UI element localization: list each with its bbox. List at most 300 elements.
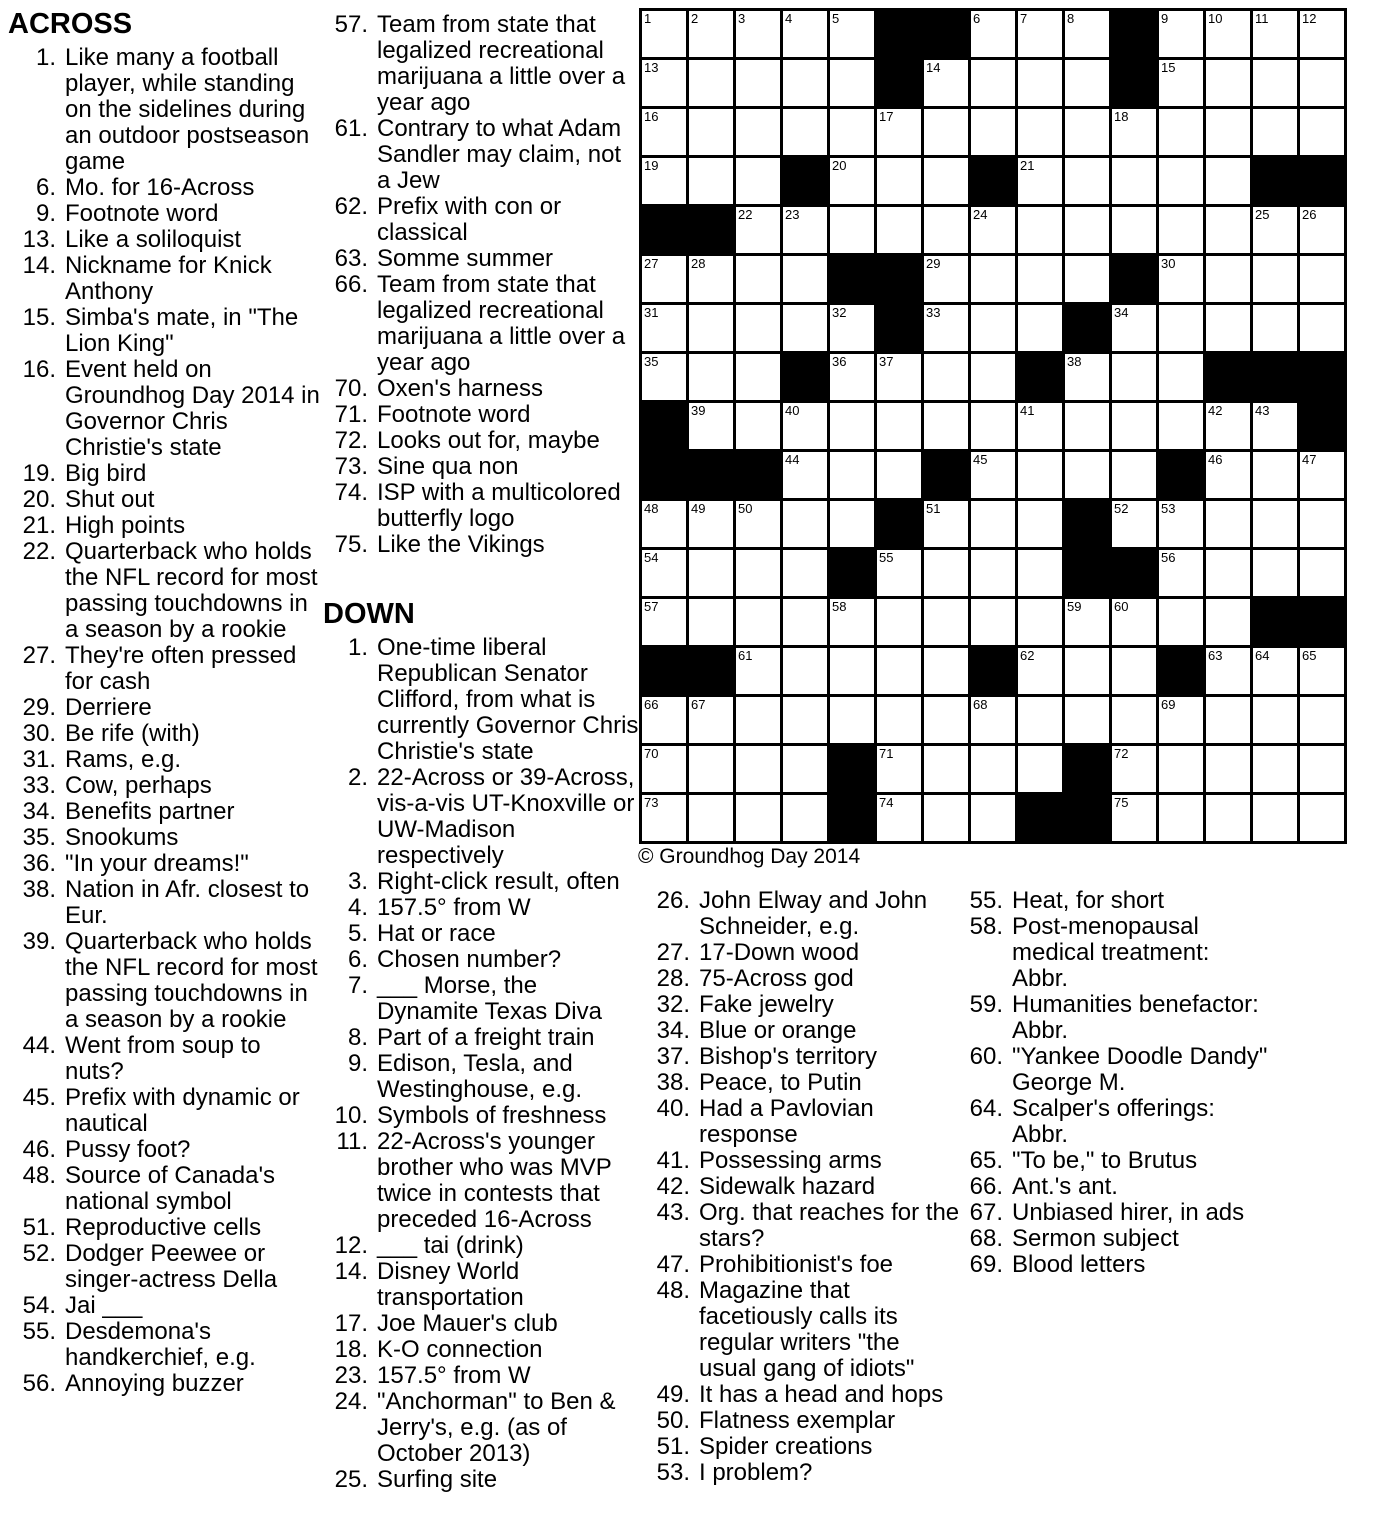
grid-cell[interactable] [1300, 60, 1344, 106]
grid-cell[interactable] [877, 403, 921, 449]
grid-cell[interactable] [642, 599, 686, 645]
grid-cell[interactable] [830, 697, 874, 743]
grid-cell[interactable] [1300, 109, 1344, 155]
grid-cell[interactable] [830, 11, 874, 57]
grid-cell[interactable] [1112, 697, 1156, 743]
grid-cell[interactable] [689, 256, 733, 302]
grid-cell[interactable] [783, 697, 827, 743]
grid-cell[interactable] [689, 501, 733, 547]
grid-cell[interactable] [1206, 452, 1250, 498]
grid-cell[interactable] [830, 452, 874, 498]
grid-cell[interactable] [1253, 207, 1297, 253]
grid-black-cell [783, 158, 827, 204]
grid-cell[interactable] [971, 60, 1015, 106]
grid-cell[interactable] [924, 256, 968, 302]
clue-number: 40. [656, 1095, 690, 1122]
grid-cell[interactable] [1159, 11, 1203, 57]
grid-cell[interactable] [877, 109, 921, 155]
clue-number: 64. [969, 1095, 1003, 1122]
grid-cell[interactable] [1159, 746, 1203, 792]
grid-cell[interactable] [689, 697, 733, 743]
grid-cell[interactable] [1112, 452, 1156, 498]
grid-cell[interactable] [1065, 599, 1109, 645]
grid-cell[interactable] [971, 403, 1015, 449]
grid-black-cell [877, 501, 921, 547]
grid-cell[interactable] [877, 452, 921, 498]
grid-black-cell [1159, 452, 1203, 498]
grid-cell[interactable] [783, 452, 827, 498]
grid-cell[interactable] [924, 501, 968, 547]
grid-cell[interactable] [689, 11, 733, 57]
cell-number: 66 [644, 697, 659, 712]
clue-number: 43. [656, 1199, 690, 1226]
grid-cell[interactable] [1159, 354, 1203, 400]
cell-number: 20 [832, 158, 847, 173]
grid-cell[interactable] [1159, 403, 1203, 449]
grid-cell[interactable] [877, 354, 921, 400]
grid-cell[interactable] [736, 403, 780, 449]
grid-cell[interactable] [1253, 256, 1297, 302]
cell-number: 3 [738, 11, 746, 26]
grid-cell[interactable] [1159, 109, 1203, 155]
clue-text: Ant.'s ant. [1012, 1173, 1118, 1200]
grid-cell[interactable] [1206, 207, 1250, 253]
clue-item [323, 12, 641, 116]
clue-text: Surfing site [377, 1466, 498, 1493]
grid-cell[interactable] [971, 795, 1015, 841]
grid-cell[interactable] [1253, 403, 1297, 449]
grid-cell[interactable] [736, 109, 780, 155]
grid-cell[interactable] [736, 354, 780, 400]
clue-item [958, 1252, 1268, 1278]
clue-number: 17. [334, 1310, 368, 1337]
grid-cell[interactable] [1065, 60, 1109, 106]
grid-cell[interactable] [924, 207, 968, 253]
cell-number: 18 [1114, 109, 1129, 124]
clue-number: 41. [656, 1147, 690, 1174]
clue-item [648, 1460, 960, 1486]
grid-cell[interactable] [642, 550, 686, 596]
grid-cell[interactable] [971, 354, 1015, 400]
grid-black-cell [1253, 354, 1297, 400]
grid-cell[interactable] [1065, 403, 1109, 449]
cell-number: 30 [1161, 256, 1176, 271]
clue-text: ___ Morse, the Dynamite Texas Diva [377, 972, 602, 1025]
grid-cell[interactable] [1112, 354, 1156, 400]
grid-cell[interactable] [1253, 648, 1297, 694]
grid-cell[interactable] [1206, 648, 1250, 694]
clue-text: Sidewalk hazard [699, 1173, 876, 1200]
grid-cell[interactable] [1206, 305, 1250, 351]
grid-cell[interactable] [642, 697, 686, 743]
cell-number: 8 [1067, 11, 1075, 26]
clue-item [323, 1103, 641, 1129]
grid-cell[interactable] [1253, 305, 1297, 351]
grid-cell[interactable] [736, 11, 780, 57]
grid-cell[interactable] [1300, 11, 1344, 57]
clue-text: 157.5° from W [377, 1362, 531, 1389]
clue-item [8, 1371, 320, 1397]
grid-cell[interactable] [783, 501, 827, 547]
grid-cell[interactable] [830, 354, 874, 400]
clue-text: Simba's mate, in "The Lion King" [65, 304, 299, 357]
grid-black-cell [642, 452, 686, 498]
grid-cell[interactable] [642, 11, 686, 57]
grid-cell[interactable] [830, 207, 874, 253]
grid-cell[interactable] [877, 648, 921, 694]
grid-cell[interactable] [1112, 207, 1156, 253]
cell-number: 7 [1020, 11, 1028, 26]
grid-cell[interactable] [1300, 305, 1344, 351]
clue-number: 22. [22, 538, 56, 565]
cell-number: 43 [1255, 403, 1270, 418]
grid-cell[interactable] [1159, 158, 1203, 204]
clue-column-down-1 [648, 888, 960, 1486]
grid-cell[interactable] [1300, 207, 1344, 253]
grid-cell[interactable] [830, 599, 874, 645]
cell-number: 14 [926, 60, 941, 75]
cell-number: 6 [973, 11, 981, 26]
grid-cell[interactable] [971, 697, 1015, 743]
grid-cell[interactable] [877, 158, 921, 204]
grid-cell[interactable] [642, 795, 686, 841]
grid-cell[interactable] [1253, 60, 1297, 106]
grid-cell[interactable] [924, 746, 968, 792]
grid-cell[interactable] [1018, 109, 1062, 155]
clue-item [958, 992, 1268, 1044]
grid-cell[interactable] [971, 501, 1015, 547]
grid-cell[interactable] [1065, 207, 1109, 253]
clue-text: Reproductive cells [65, 1214, 262, 1241]
clue-number: 37. [656, 1043, 690, 1070]
grid-black-cell [642, 648, 686, 694]
clue-text: Fake jewelry [699, 991, 834, 1018]
grid-cell[interactable] [1018, 207, 1062, 253]
clue-number: 27. [656, 939, 690, 966]
grid-cell[interactable] [1018, 305, 1062, 351]
grid-cell[interactable] [1159, 501, 1203, 547]
grid-cell[interactable] [642, 109, 686, 155]
grid-cell[interactable] [1159, 697, 1203, 743]
cell-number: 37 [879, 354, 894, 369]
clue-item [958, 1044, 1268, 1096]
grid-cell[interactable] [830, 648, 874, 694]
grid-cell[interactable] [924, 158, 968, 204]
grid-cell[interactable] [1018, 746, 1062, 792]
clue-number: 62. [334, 193, 368, 220]
grid-cell[interactable] [736, 697, 780, 743]
grid-cell[interactable] [783, 109, 827, 155]
grid-cell[interactable] [1206, 599, 1250, 645]
grid-cell[interactable] [971, 550, 1015, 596]
clue-number: 50. [656, 1407, 690, 1434]
grid-cell[interactable] [1065, 109, 1109, 155]
grid-cell[interactable] [642, 60, 686, 106]
grid-cell[interactable] [1159, 305, 1203, 351]
grid-cell[interactable] [1300, 550, 1344, 596]
grid-cell[interactable] [1253, 746, 1297, 792]
clue-item [648, 1148, 960, 1174]
grid-cell[interactable] [924, 599, 968, 645]
grid-cell[interactable] [1018, 158, 1062, 204]
grid-cell[interactable] [1159, 550, 1203, 596]
grid-cell[interactable] [1300, 452, 1344, 498]
grid-cell[interactable] [1206, 795, 1250, 841]
grid-cell[interactable] [1065, 256, 1109, 302]
grid-cell[interactable] [1206, 11, 1250, 57]
grid-cell[interactable] [877, 697, 921, 743]
grid-cell[interactable] [971, 256, 1015, 302]
grid-cell[interactable] [736, 550, 780, 596]
grid-cell[interactable] [783, 403, 827, 449]
grid-cell[interactable] [1206, 550, 1250, 596]
cell-number: 15 [1161, 60, 1176, 75]
grid-cell[interactable] [1112, 648, 1156, 694]
grid-cell[interactable] [1065, 648, 1109, 694]
grid-cell[interactable] [1018, 648, 1062, 694]
grid-cell[interactable] [642, 158, 686, 204]
clue-number: 18. [334, 1336, 368, 1363]
grid-cell[interactable] [1112, 746, 1156, 792]
grid-cell[interactable] [642, 746, 686, 792]
grid-cell[interactable] [642, 354, 686, 400]
grid-cell[interactable] [830, 403, 874, 449]
grid-cell[interactable] [1112, 403, 1156, 449]
grid-black-cell [830, 256, 874, 302]
grid-cell[interactable] [783, 795, 827, 841]
clue-text: Somme summer [377, 245, 554, 272]
grid-black-cell [689, 648, 733, 694]
grid-cell[interactable] [736, 158, 780, 204]
grid-cell[interactable] [1206, 158, 1250, 204]
grid-cell[interactable] [689, 354, 733, 400]
grid-cell[interactable] [971, 305, 1015, 351]
grid-cell[interactable] [689, 158, 733, 204]
grid-cell[interactable] [1018, 60, 1062, 106]
grid-cell[interactable] [1206, 746, 1250, 792]
grid-cell[interactable] [1018, 256, 1062, 302]
grid-cell[interactable] [736, 501, 780, 547]
grid-cell[interactable] [1300, 697, 1344, 743]
grid-cell[interactable] [1018, 403, 1062, 449]
grid-cell[interactable] [924, 697, 968, 743]
clue-number: 7. [347, 972, 368, 999]
cell-number: 72 [1114, 746, 1129, 761]
clue-item [648, 1434, 960, 1460]
grid-cell[interactable] [736, 599, 780, 645]
grid-cell[interactable] [1065, 697, 1109, 743]
section-header: DOWN [323, 598, 415, 630]
grid-cell[interactable] [830, 501, 874, 547]
cell-number: 9 [1161, 11, 1169, 26]
grid-cell[interactable] [877, 599, 921, 645]
grid-cell[interactable] [783, 305, 827, 351]
grid-cell[interactable] [736, 207, 780, 253]
clue-text: Sermon subject [1012, 1225, 1179, 1252]
grid-cell[interactable] [971, 207, 1015, 253]
grid-cell[interactable] [642, 256, 686, 302]
grid-cell[interactable] [924, 354, 968, 400]
clue-number: 70. [334, 375, 368, 402]
grid-cell[interactable] [877, 746, 921, 792]
grid-cell[interactable] [1300, 746, 1344, 792]
grid-cell[interactable] [642, 501, 686, 547]
grid-cell[interactable] [1018, 697, 1062, 743]
grid-cell[interactable] [1112, 795, 1156, 841]
grid-cell[interactable] [689, 795, 733, 841]
clue-number: 13. [22, 226, 56, 253]
grid-cell[interactable] [1300, 256, 1344, 302]
grid-cell[interactable] [1018, 11, 1062, 57]
grid-cell[interactable] [736, 256, 780, 302]
clue-number: 34. [22, 798, 56, 825]
grid-cell[interactable] [1206, 109, 1250, 155]
grid-cell[interactable] [1112, 158, 1156, 204]
cell-number: 35 [644, 354, 659, 369]
grid-cell[interactable] [1065, 11, 1109, 57]
grid-cell[interactable] [1253, 697, 1297, 743]
clue-text: Org. that reaches for the stars? [699, 1199, 960, 1252]
grid-cell[interactable] [1206, 256, 1250, 302]
grid-cell[interactable] [971, 452, 1015, 498]
clue-item [648, 1070, 960, 1096]
clue-text: Annoying buzzer [65, 1370, 244, 1397]
grid-cell[interactable] [736, 60, 780, 106]
grid-cell[interactable] [877, 795, 921, 841]
clue-text: 17-Down wood [699, 939, 860, 966]
clue-text: Quarterback who holds the NFL record for most passing touchdowns in a season by a rookie [65, 928, 318, 1033]
grid-cell[interactable] [877, 207, 921, 253]
clue-number: 35. [22, 824, 56, 851]
clue-item [8, 799, 320, 825]
grid-cell[interactable] [1159, 207, 1203, 253]
grid-cell[interactable] [1206, 403, 1250, 449]
grid-cell[interactable] [689, 403, 733, 449]
grid-cell[interactable] [830, 158, 874, 204]
clue-item [648, 1174, 960, 1200]
clue-item [323, 1337, 641, 1363]
grid-cell[interactable] [971, 11, 1015, 57]
cell-number: 1 [644, 11, 652, 26]
grid-cell[interactable] [1159, 599, 1203, 645]
grid-cell[interactable] [924, 60, 968, 106]
grid-cell[interactable] [971, 746, 1015, 792]
grid-cell[interactable] [1112, 109, 1156, 155]
grid-cell[interactable] [736, 648, 780, 694]
grid-cell[interactable] [1018, 452, 1062, 498]
grid-cell[interactable] [689, 109, 733, 155]
clue-item [8, 1293, 320, 1319]
grid-cell[interactable] [689, 60, 733, 106]
grid-cell[interactable] [971, 109, 1015, 155]
grid-cell[interactable] [924, 109, 968, 155]
grid-cell[interactable] [830, 305, 874, 351]
grid-cell[interactable] [783, 60, 827, 106]
grid-cell[interactable] [1159, 795, 1203, 841]
grid-cell[interactable] [1018, 550, 1062, 596]
grid-cell[interactable] [1206, 60, 1250, 106]
grid-cell[interactable] [1206, 501, 1250, 547]
grid-cell[interactable] [971, 599, 1015, 645]
clue-text: Looks out for, maybe [377, 427, 600, 454]
clue-number: 8. [347, 1024, 368, 1051]
grid-cell[interactable] [1065, 158, 1109, 204]
copyright: © Groundhog Day 2014 [638, 845, 861, 868]
grid-cell[interactable] [783, 550, 827, 596]
grid-cell[interactable] [1300, 795, 1344, 841]
grid-cell[interactable] [689, 599, 733, 645]
grid-cell[interactable] [1065, 452, 1109, 498]
grid-cell[interactable] [1253, 795, 1297, 841]
clue-item [8, 1319, 320, 1371]
cell-number: 62 [1020, 648, 1035, 663]
grid-cell[interactable] [1253, 452, 1297, 498]
grid-cell[interactable] [1300, 501, 1344, 547]
grid-cell[interactable] [1065, 354, 1109, 400]
grid-cell[interactable] [736, 305, 780, 351]
grid-cell[interactable] [1206, 697, 1250, 743]
grid-cell[interactable] [830, 60, 874, 106]
cell-number: 46 [1208, 452, 1223, 467]
clue-text: Contrary to what Adam Sandler may claim, not a Jew [377, 115, 622, 194]
grid-cell[interactable] [1112, 599, 1156, 645]
grid-cell[interactable] [1112, 305, 1156, 351]
grid-cell[interactable] [1253, 501, 1297, 547]
grid-cell[interactable] [736, 746, 780, 792]
grid-cell[interactable] [783, 207, 827, 253]
grid-cell[interactable] [1253, 11, 1297, 57]
clue-text: ISP with a multicolored butterfly logo [377, 479, 621, 532]
grid-cell[interactable] [1159, 60, 1203, 106]
grid-cell[interactable] [924, 403, 968, 449]
grid-cell[interactable] [689, 746, 733, 792]
grid-cell[interactable] [924, 648, 968, 694]
grid-cell[interactable] [642, 305, 686, 351]
grid-cell[interactable] [924, 305, 968, 351]
grid-cell[interactable] [783, 11, 827, 57]
clue-number: 53. [656, 1459, 690, 1486]
cell-number: 21 [1020, 158, 1035, 173]
clue-item [8, 539, 320, 643]
grid-cell[interactable] [783, 648, 827, 694]
grid-cell[interactable] [830, 109, 874, 155]
cell-number: 36 [832, 354, 847, 369]
grid-cell[interactable] [783, 746, 827, 792]
clue-number: 29. [22, 694, 56, 721]
clue-number: 51. [656, 1433, 690, 1460]
grid-cell[interactable] [1253, 550, 1297, 596]
grid-cell[interactable] [924, 550, 968, 596]
cell-number: 55 [879, 550, 894, 565]
clue-item [323, 765, 641, 869]
clue-text: Had a Pavlovian response [699, 1095, 874, 1148]
grid-cell[interactable] [1018, 501, 1062, 547]
grid-cell[interactable] [783, 599, 827, 645]
cell-number: 53 [1161, 501, 1176, 516]
grid-cell[interactable] [1300, 648, 1344, 694]
grid-cell[interactable] [689, 550, 733, 596]
grid-cell[interactable] [1018, 599, 1062, 645]
grid-cell[interactable] [924, 795, 968, 841]
cell-number: 11 [1255, 11, 1269, 26]
grid-cell[interactable] [1112, 501, 1156, 547]
grid-cell[interactable] [689, 305, 733, 351]
grid-cell[interactable] [736, 795, 780, 841]
grid-cell[interactable] [877, 550, 921, 596]
grid-cell[interactable] [783, 256, 827, 302]
grid-cell[interactable] [1159, 256, 1203, 302]
grid-cell[interactable] [1253, 109, 1297, 155]
